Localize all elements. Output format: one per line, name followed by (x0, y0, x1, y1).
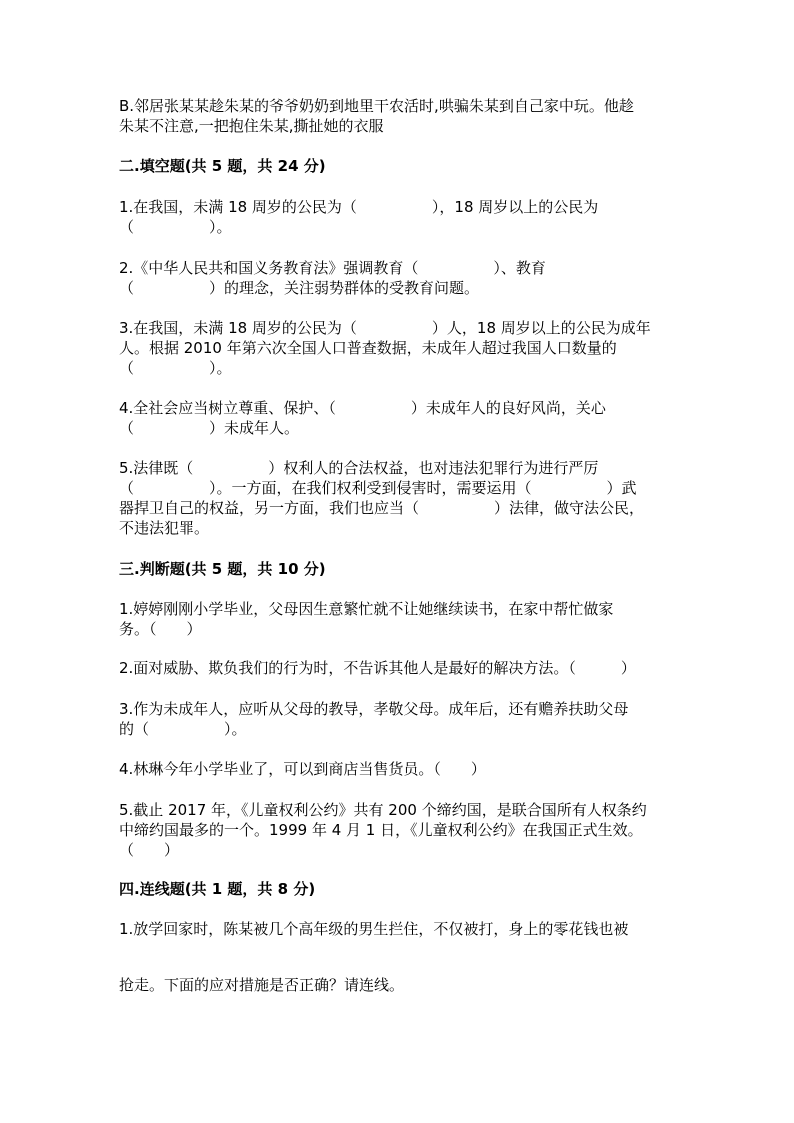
text-line: 务。（ ） (119, 620, 202, 638)
text-line: 5.法律既（ ）权利人的合法权益，也对违法犯罪行为进行严厉 (119, 459, 599, 477)
text-line: （ ）。 (119, 218, 232, 236)
section-title-matching: 四.连线题(共 1 题，共 8 分) (119, 880, 316, 898)
text-line: B.邻居张某某趁朱某的爷爷奶奶到地里干农活时,哄骗朱某到自己家中玩。他趁 (119, 97, 634, 115)
text-line: 1.在我国，未满 18 周岁的公民为（ ），18 周岁以上的公民为 (119, 198, 599, 216)
question-item (119, 975, 679, 995)
question-item (119, 658, 679, 678)
question-item (119, 197, 679, 237)
text-line: 4.全社会应当树立尊重、保护、（ ）未成年人的良好风尚，关心 (119, 399, 606, 417)
text-line: 5.截止 2017 年，《儿童权利公约》共有 200 个缔约国，是联合国所有人权条约 (119, 801, 647, 819)
question-item (119, 699, 679, 739)
text-line: （ ）的理念，关注弱势群体的受教育问题。 (119, 279, 480, 297)
text-line: 2.《中华人民共和国义务教育法》强调教育（ ）、教育 (119, 259, 546, 277)
text-line: （ ）。 (119, 359, 232, 377)
text-line: 的（ ）。 (119, 720, 247, 738)
text-line: 抢走。下面的应对措施是否正确？请连线。 (119, 976, 405, 994)
section-title-fill-blank: 二.填空题(共 5 题，共 24 分) (119, 157, 326, 175)
option-b-text (119, 96, 679, 136)
text-line: 2.面对威胁、欺负我们的行为时，不告诉其他人是最好的解决方法。（ ） (119, 659, 636, 677)
text-line: 3.作为未成年人，应听从父母的教导，孝敬父母。成年后，还有赡养扶助父母 (119, 700, 629, 718)
text-line: （ ）未成年人。 (119, 419, 300, 437)
question-item (119, 919, 679, 939)
question-item (119, 258, 679, 298)
text-line: （ ）。一方面，在我们权利受到侵害时，需要运用（ ）武 (119, 479, 637, 497)
text-line: 中缔约国最多的一个。1999 年 4 月 1 日，《儿童权利公约》在我国正式生效。 (119, 821, 643, 839)
text-line: 人。根据 2010 年第六次全国人口普查数据，未成年人超过我国人口数量的 (119, 339, 617, 357)
text-line: 不违法犯罪。 (119, 519, 210, 537)
question-item (119, 599, 679, 639)
question-item (119, 318, 679, 378)
text-line: 朱某不注意,一把抱住朱某,撕扯她的衣服 (119, 117, 384, 135)
text-line: 1.婷婷刚刚小学毕业，父母因生意繁忙就不让她继续读书，在家中帮忙做家 (119, 600, 614, 618)
question-item (119, 398, 679, 438)
text-line: 4.林琳今年小学毕业了，可以到商店当售货员。（ ） (119, 760, 486, 778)
question-item (119, 759, 679, 779)
question-item (119, 800, 679, 860)
text-line: 器捍卫自己的权益，另一方面，我们也应当（ ）法律，做守法公民， (119, 499, 645, 517)
question-item (119, 458, 679, 538)
text-line: 3.在我国，未满 18 周岁的公民为（ ）人，18 周岁以上的公民为成年 (119, 319, 651, 337)
text-line: 1.放学回家时，陈某被几个高年级的男生拦住，不仅被打，身上的零花钱也被 (119, 920, 629, 938)
section-title-true-false: 三.判断题(共 5 题，共 10 分) (119, 560, 326, 578)
text-line: （ ） (119, 841, 180, 859)
